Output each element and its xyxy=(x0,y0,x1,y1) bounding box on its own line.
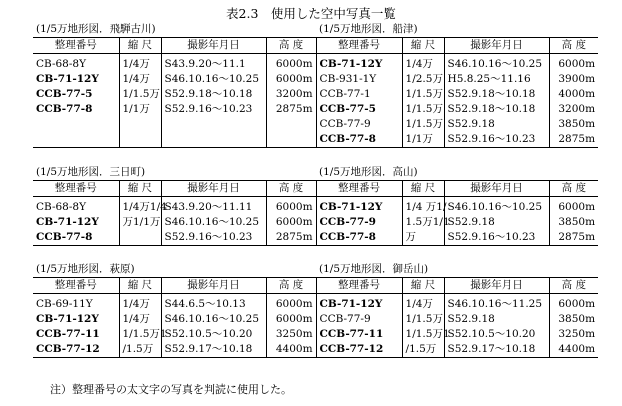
photo-id: CCB-77-12 xyxy=(316,342,402,358)
column-header: 整理番号 xyxy=(33,278,119,294)
photo-scale: 1/1.5万1 xyxy=(119,327,161,342)
photo-id xyxy=(33,132,119,148)
photo-date: S44.6.5～10.13 xyxy=(161,294,266,313)
photo-altitude: 4000m xyxy=(549,87,598,102)
photo-date: S52.9.18～10.18 xyxy=(444,87,549,102)
photo-altitude: 2875m xyxy=(266,230,316,246)
photo-date: S52.9.17～10.18 xyxy=(444,342,549,358)
photo-scale: 1/4万 xyxy=(119,54,161,73)
column-header: 撮影年月日 xyxy=(161,278,266,294)
caption-row xyxy=(33,165,598,181)
photo-date xyxy=(161,117,266,132)
column-header: 整理番号 xyxy=(316,38,402,54)
photo-scale: 1/4万 xyxy=(119,294,161,313)
photo-id: CB-69-11Y xyxy=(36,298,93,310)
table-row xyxy=(33,230,598,246)
column-header: 整理番号 xyxy=(316,278,402,294)
photo-date: S52.10.5～10.20 xyxy=(444,327,549,342)
photo-date: S46.10.16～11.25 xyxy=(444,294,549,313)
photo-altitude: 6000m xyxy=(266,72,316,87)
column-header: 高 度 xyxy=(266,278,316,294)
photo-date: S52.9.18 xyxy=(444,117,549,132)
photo-date: S43.9.20～11.1 xyxy=(161,54,266,73)
photo-date: S52.9.18～10.18 xyxy=(444,102,549,117)
map-sheet-caption-right: (1/5万地形図．御岳山) xyxy=(319,263,429,275)
photo-altitude: 2875m xyxy=(549,230,598,246)
photo-date: S46.10.16～10.25 xyxy=(444,197,549,216)
column-header: 撮影年月日 xyxy=(161,181,266,197)
photo-scale xyxy=(119,132,161,148)
photo-id: CB-68-8Y xyxy=(36,58,87,70)
photo-scale: 1/1.5万 xyxy=(402,102,444,117)
photo-id: CCB-77-12 xyxy=(33,342,119,358)
column-header: 高 度 xyxy=(549,181,598,197)
photo-altitude xyxy=(266,117,316,132)
photo-altitude: 6000m xyxy=(266,197,316,216)
column-header: 縮 尺 xyxy=(119,278,161,294)
photo-scale: /1.5万 xyxy=(119,342,161,358)
photo-altitude: 3250m xyxy=(549,327,598,342)
photo-date: S52.9.18～10.18 xyxy=(161,87,266,102)
photo-id: CCB-77-8 xyxy=(316,132,402,148)
photo-altitude: 6000m xyxy=(266,215,316,230)
photo-id: CCB-77-11 xyxy=(316,327,402,342)
photo-date: S52.9.16～10.23 xyxy=(161,102,266,117)
photo-altitude: 3250m xyxy=(266,327,316,342)
photo-date: S43.9.20～11.11 xyxy=(161,197,266,216)
photo-scale xyxy=(119,230,161,246)
column-header: 撮影年月日 xyxy=(444,278,549,294)
photo-scale: 1/4万 xyxy=(402,54,444,73)
map-sheet-caption-right: (1/5万地形図．高山) xyxy=(319,166,418,178)
photo-scale: 1/1万 xyxy=(402,132,444,148)
photo-scale: 1/1.5万 xyxy=(402,87,444,102)
photo-id: CCB-77-9 xyxy=(316,312,402,327)
header-row xyxy=(33,278,598,294)
photo-id: CCB-77-11 xyxy=(36,328,100,340)
photo-id: CB-71-12Y xyxy=(36,313,99,325)
photo-altitude: 3850m xyxy=(549,215,598,230)
table-row xyxy=(33,294,598,313)
photo-scale: 1/2.5万 xyxy=(402,72,444,87)
photo-date: S52.9.16～10.23 xyxy=(161,230,266,246)
photo-scale: 1/1.5万 xyxy=(402,117,444,132)
photo-scale: 1/1.5万 xyxy=(402,312,444,327)
table-row xyxy=(33,72,598,87)
photo-id: CCB-77-5 xyxy=(316,102,402,117)
table-row xyxy=(33,54,598,73)
column-header: 撮影年月日 xyxy=(444,38,549,54)
photo-date xyxy=(161,132,266,148)
table-footnote: 注）整理番号の太文字の写真を判読に使用した。 xyxy=(50,383,292,396)
photo-table-block-2 xyxy=(33,165,598,246)
table-row xyxy=(33,87,598,102)
photo-date: S52.9.18 xyxy=(444,312,549,327)
photo-date: S52.10.5～10.20 xyxy=(161,327,266,342)
column-header: 縮 尺 xyxy=(119,38,161,54)
photo-id: CB-931-1Y xyxy=(316,72,402,87)
photo-altitude: 4400m xyxy=(266,342,316,358)
photo-altitude: 2875m xyxy=(549,132,598,148)
table-row xyxy=(33,342,598,358)
photo-id: CCB-77-8 xyxy=(316,230,402,246)
table-row xyxy=(33,215,598,230)
column-header: 縮 尺 xyxy=(119,181,161,197)
photo-date: S52.9.18 xyxy=(444,215,549,230)
photo-scale: 万1/1万 xyxy=(119,215,161,230)
photo-table-block-1 xyxy=(33,22,598,148)
photo-id: CB-68-8Y xyxy=(36,201,87,213)
photo-id: CCB-77-8 xyxy=(33,230,119,246)
photo-id: CB-71-12Y xyxy=(316,294,402,313)
photo-scale: 1/4万 xyxy=(402,294,444,313)
column-header: 撮影年月日 xyxy=(161,38,266,54)
caption-row xyxy=(33,22,598,38)
photo-date: H5.8.25～11.16 xyxy=(444,72,549,87)
photo-id xyxy=(33,117,119,132)
photo-altitude: 6000m xyxy=(266,54,316,73)
photo-id: CCB-77-5 xyxy=(36,88,93,100)
photo-altitude: 6000m xyxy=(266,294,316,313)
photo-scale: 1.5万1/1 xyxy=(402,215,444,230)
photo-id: CB-71-12Y xyxy=(316,197,402,216)
column-header: 縮 尺 xyxy=(402,181,444,197)
photo-date: S52.9.17～10.18 xyxy=(161,342,266,358)
column-header: 縮 尺 xyxy=(402,278,444,294)
map-sheet-caption-left: (1/5万地形図．萩原) xyxy=(36,263,135,275)
table-row xyxy=(33,117,598,132)
photo-date: S46.10.16～10.25 xyxy=(161,215,266,230)
photo-date: S46.10.16～10.25 xyxy=(444,54,549,73)
photo-id: CB-71-12Y xyxy=(36,73,99,85)
photo-scale: 万 xyxy=(402,230,444,246)
column-header: 高 度 xyxy=(266,38,316,54)
photo-scale xyxy=(119,117,161,132)
header-row xyxy=(33,38,598,54)
column-header: 縮 尺 xyxy=(402,38,444,54)
photo-date: S52.9.16～10.23 xyxy=(444,230,549,246)
table-title: 表2.3 使用した空中写真一覧 xyxy=(226,6,396,21)
photo-scale: 1/1.5万1 xyxy=(402,327,444,342)
photo-scale: 1/1万 xyxy=(119,102,161,117)
photo-scale: 1/4万 xyxy=(119,72,161,87)
photo-altitude xyxy=(266,132,316,148)
map-sheet-caption-left: (1/5万地形図．飛騨古川) xyxy=(36,23,156,35)
photo-date: S46.10.16～10.25 xyxy=(161,72,266,87)
photo-altitude: 3850m xyxy=(549,117,598,132)
column-header: 整理番号 xyxy=(33,38,119,54)
column-header: 高 度 xyxy=(549,38,598,54)
column-header: 高 度 xyxy=(549,278,598,294)
column-header: 高 度 xyxy=(266,181,316,197)
photo-altitude: 6000m xyxy=(266,312,316,327)
photo-altitude: 3200m xyxy=(266,87,316,102)
photo-scale: 1/1.5万 xyxy=(119,87,161,102)
table-row xyxy=(33,132,598,148)
photo-scale: /1.5万 xyxy=(402,342,444,358)
photo-scale: 1/4万1/4 xyxy=(119,197,161,216)
table-row xyxy=(33,197,598,216)
header-row xyxy=(33,181,598,197)
photo-altitude: 6000m xyxy=(549,197,598,216)
table-row xyxy=(33,327,598,342)
photo-id: CCB-77-9 xyxy=(316,215,402,230)
caption-row xyxy=(33,262,598,278)
photo-altitude: 3200m xyxy=(549,102,598,117)
photo-id: CCB-77-9 xyxy=(316,117,402,132)
table-row xyxy=(33,312,598,327)
photo-altitude: 2875m xyxy=(266,102,316,117)
column-header: 撮影年月日 xyxy=(444,181,549,197)
column-header: 整理番号 xyxy=(316,181,402,197)
table-row xyxy=(33,102,598,117)
photo-altitude: 6000m xyxy=(549,294,598,313)
photo-table-block-3 xyxy=(33,262,598,358)
photo-id: CB-71-12Y xyxy=(316,54,402,73)
photo-altitude: 6000m xyxy=(549,54,598,73)
photo-scale: 1/4万 xyxy=(119,312,161,327)
photo-altitude: 3900m xyxy=(549,72,598,87)
photo-scale: 1/4 万1/ xyxy=(402,197,444,216)
column-header: 整理番号 xyxy=(33,181,119,197)
photo-altitude: 3850m xyxy=(549,312,598,327)
photo-date: S52.9.16～10.23 xyxy=(444,132,549,148)
photo-id: CB-71-12Y xyxy=(36,216,99,228)
photo-id: CCB-77-8 xyxy=(36,103,93,115)
photo-date: S46.10.16～10.25 xyxy=(161,312,266,327)
photo-id: CCB-77-1 xyxy=(316,87,402,102)
map-sheet-caption-left: (1/5万地形図．三日町) xyxy=(36,166,146,178)
map-sheet-caption-right: (1/5万地形図．船津) xyxy=(319,23,418,35)
photo-altitude: 4400m xyxy=(549,342,598,358)
